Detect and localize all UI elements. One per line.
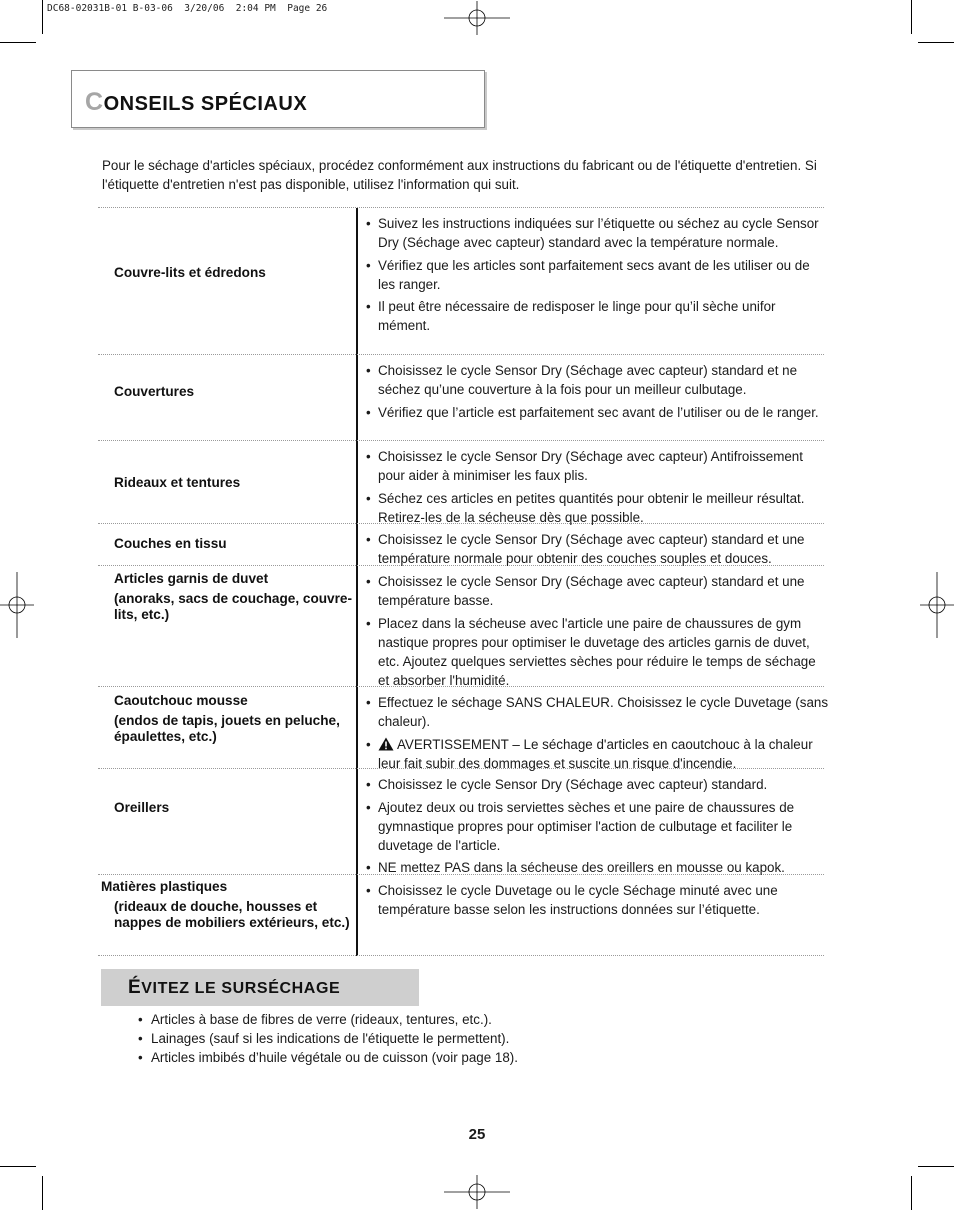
list-item: • Placez dans la sécheuse avec l'article une paire de chaussures de gym nastique propres pour optimiser le duvetage des articles garnis de duvet, etc. Ajoutez quelques serviettes sèches pour réduire le temps de séchage et absorber l'humidité.: [364, 614, 830, 690]
title-initial: C: [85, 88, 104, 116]
special-care-table: [98, 207, 829, 956]
crop-mark: [918, 42, 954, 43]
list-item: • Choisissez le cycle Sensor Dry (Séchage avec capteur) standard et une température basse.: [364, 572, 830, 610]
crop-mark: [42, 0, 43, 34]
tips-list: [364, 881, 830, 923]
crop-mark: [911, 1176, 912, 1210]
list-item: • Articles imbibés d’huile végétale ou de cuisson (voir page 18).: [138, 1048, 738, 1067]
table-row: [98, 441, 824, 524]
title-rest: ONSEILS SPÉCIAUX: [103, 93, 308, 115]
tips-list: [364, 693, 830, 776]
crop-mark: [911, 0, 912, 34]
category-label: Oreillers: [114, 800, 170, 815]
section-banner: [101, 969, 419, 1006]
table-row: [98, 355, 824, 441]
category-label: Matières plastiques (rideaux de douche, housses et nappes de mobiliers extérieurs, etc.): [101, 879, 350, 930]
list-item: • Vérifiez que les articles sont parfaitement secs avant de les utiliser ou de les ranger.: [364, 256, 830, 294]
list-item: • AVERTISSEMENT – Le séchage d'articles en caoutchouc à la chaleur leur fait subir des dommages et suscite un risque d'incendie.: [364, 735, 830, 773]
tips-list: [364, 447, 830, 530]
table-row: [98, 687, 829, 771]
list-item: • Articles à base de fibres de verre (rideaux, tentures, etc.).: [138, 1010, 738, 1029]
list-item: • Ajoutez deux ou trois serviettes sèches et une paire de chaussures de gymnastique propres pour optimiser l'action de culbutage et faciliter le duvetage de l'article.: [364, 798, 830, 855]
category-label: Couvertures: [114, 384, 195, 399]
category-label: Couvre-lits et édredons: [114, 265, 266, 280]
intro-paragraph: Pour le séchage d'articles spéciaux, procédez conformément aux instructions du fabricant ou de l'étiquette d'entretien. Si l'étiquette d'entretien n'est pas disponible, utilisez l'information qui suit.: [102, 158, 817, 192]
list-item: • Lainages (sauf si les indications de l'étiquette le permettent).: [138, 1029, 738, 1048]
page-title: [85, 88, 307, 117]
table-row: [98, 769, 824, 875]
tips-list: [364, 361, 830, 425]
category-label: Rideaux et tentures: [114, 475, 241, 490]
page-number: 25: [468, 1126, 486, 1143]
table-row: [98, 875, 824, 956]
crop-mark: [42, 1176, 43, 1210]
table-row: [98, 524, 824, 566]
category-label: Couches en tissu: [114, 536, 227, 551]
category-label: Articles garnis de duvet (anoraks, sacs de couchage, couvre-lits, etc.): [114, 571, 352, 622]
tips-list: [364, 572, 830, 693]
crop-mark: [918, 1166, 954, 1167]
registration-mark-icon: [920, 572, 954, 638]
warning-triangle-icon: [378, 737, 394, 751]
page-title-box: [71, 70, 485, 128]
list-item: • Vérifiez que l’article est parfaitement sec avant de l’utiliser ou de le ranger.: [364, 403, 830, 422]
list-item: • Choisissez le cycle Sensor Dry (Séchage avec capteur) standard et ne séchez qu’une couverture à la fois pour un meilleur culbutage.: [364, 361, 830, 399]
list-item: • Suivez les instructions indiquées sur l’étiquette ou séchez au cycle Sensor Dry (Séchage avec capteur) standard avec la température normale.: [364, 214, 830, 252]
tips-list: [364, 214, 830, 339]
table-bottom-rule: [98, 955, 824, 956]
section-title: ÉVITEZ LE SURSÉCHAGE: [128, 977, 341, 998]
list-item: • Choisissez le cycle Sensor Dry (Séchage avec capteur) standard.: [364, 775, 830, 794]
crop-mark: [0, 42, 36, 43]
list-item: • Choisissez le cycle Sensor Dry (Séchage avec capteur) standard et une température normale pour obtenir des couches souples et douces.: [364, 530, 830, 568]
print-slug: DC68-02031B-01 B-03-06 3/20/06 2:04 PM Page 26: [47, 3, 328, 14]
crop-mark: [0, 1166, 36, 1167]
category-label: Caoutchouc mousse (endos de tapis, jouets en peluche, épaulettes, etc.): [114, 693, 340, 744]
registration-mark-icon: [0, 572, 34, 638]
avoid-list: [138, 1010, 738, 1067]
table-row: [98, 566, 824, 687]
list-item: • NE mettez PAS dans la sécheuse des oreillers en mousse ou kapok.: [364, 858, 830, 877]
table-row: [98, 208, 824, 355]
list-item: • Effectuez le séchage SANS CHALEUR. Choisissez le cycle Duvetage (sans chaleur).: [364, 693, 830, 731]
list-item: • Choisissez le cycle Duvetage ou le cycle Séchage minuté avec une température basse selon les instructions données sur l’étiquette.: [364, 881, 830, 919]
tips-list: [364, 775, 830, 881]
registration-mark-icon: [444, 1, 510, 35]
list-item: • Il peut être nécessaire de redisposer le linge pour qu’il sèche unifor mément.: [364, 297, 830, 335]
registration-mark-icon: [444, 1175, 510, 1209]
list-item: • Choisissez le cycle Sensor Dry (Séchage avec capteur) Antifroissement pour aider à minimiser les faux plis.: [364, 447, 830, 485]
list-item: • Séchez ces articles en petites quantités pour obtenir le meilleur résultat. Retirez-les de la sécheuse dès que possible.: [364, 489, 830, 527]
